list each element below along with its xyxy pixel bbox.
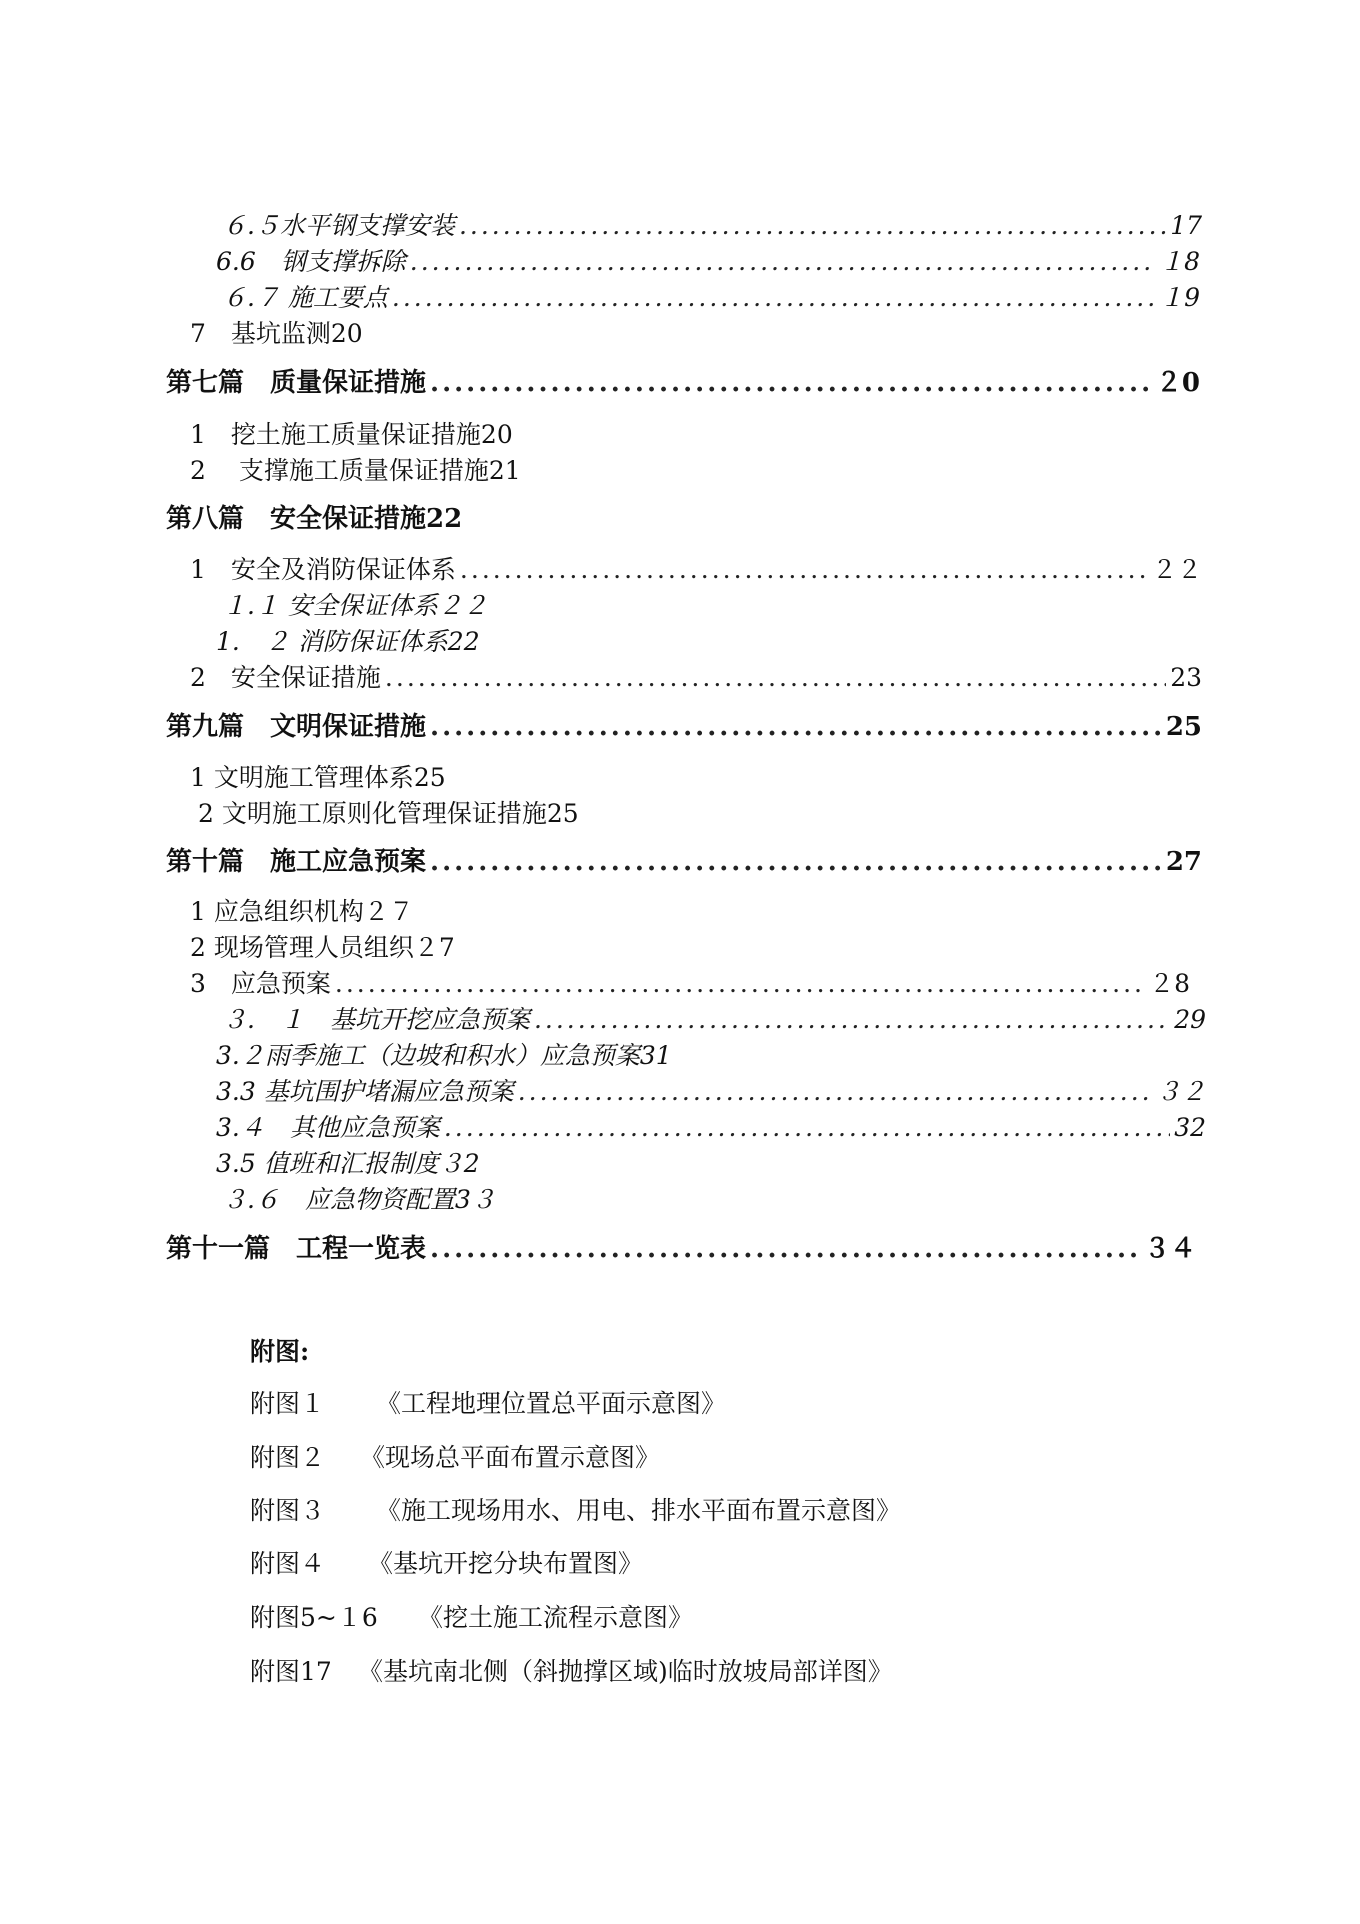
toc-part-11[interactable] (166, 1232, 1196, 1266)
toc-entry-label: 1 安全及消防保证体系 (190, 555, 456, 584)
toc-entry-label: 2 文明施工原则化管理保证措施25 (198, 799, 579, 828)
appendix-item[interactable] (250, 1598, 693, 1634)
toc-part-label: 第十一篇 工程一览表 (166, 1234, 427, 1264)
toc-entry-label: ６.７ 施工要点 (222, 283, 388, 312)
toc-entry-8-1-1[interactable] (222, 589, 488, 623)
toc-entry-6-6[interactable] (216, 245, 1200, 279)
toc-entry-10-2[interactable] (190, 931, 455, 965)
toc-entry-page: 23 (1170, 663, 1202, 692)
toc-leader (534, 1003, 1170, 1037)
toc-entry-8-2[interactable] (190, 661, 1202, 695)
toc-entry-label: 2 支撑施工质量保证措施21 (190, 456, 521, 485)
toc-leader (385, 661, 1166, 695)
appendix-number: 附图３ (250, 1496, 326, 1525)
toc-entry-label: ６.５水平钢支撑安装 (222, 211, 455, 240)
toc-leader (335, 967, 1145, 1001)
toc-entry-label: 3.２雨季施工（边坡和积水）应急预案31 (216, 1041, 672, 1070)
toc-entry-label: 3.４ 其他应急预案 (216, 1113, 440, 1142)
toc-part-9[interactable] (166, 710, 1202, 744)
toc-entry-10-3-1[interactable] (222, 1003, 1206, 1037)
toc-entry-label: 2 安全保证措施 (190, 663, 381, 692)
appendix-item[interactable] (250, 1652, 893, 1688)
toc-leader (430, 845, 1162, 879)
toc-entry-7-2[interactable] (190, 454, 521, 488)
toc-entry-label: ３. １ 基坑开挖应急预案 (222, 1005, 530, 1034)
toc-part-page: ２0 (1155, 368, 1200, 398)
appendix-item[interactable] (250, 1438, 660, 1474)
toc-entry-page: ２8 (1149, 969, 1190, 998)
toc-part-label: 第七篇 质量保证措施 (166, 368, 427, 398)
toc-part-page: ３４ (1143, 1234, 1196, 1264)
toc-entry-7-1[interactable] (190, 418, 513, 452)
appendix-number: 附图5~１6 (250, 1603, 378, 1632)
toc-part-label: 第九篇 文明保证措施 (166, 712, 427, 742)
toc-leader (518, 1075, 1152, 1109)
toc-entry-label: 7 基坑监测20 (190, 319, 363, 348)
toc-entry-9-1[interactable] (190, 761, 446, 795)
toc-entry-page: ３２ (1155, 1077, 1206, 1106)
appendix-item[interactable] (250, 1384, 726, 1420)
toc-leader (410, 245, 1155, 279)
appendix-item[interactable] (250, 1491, 901, 1527)
toc-entry-8-1[interactable] (190, 553, 1202, 587)
toc-entry-8-1-2[interactable] (216, 625, 480, 659)
toc-entry-10-1[interactable] (190, 895, 414, 929)
toc-entry-label: 3.3 基坑围护堵漏应急预案 (216, 1077, 514, 1106)
toc-part-label: 第八篇 安全保证措施22 (166, 504, 463, 534)
appendix-item[interactable] (250, 1544, 643, 1580)
appendix-name: 《挖土施工流程示意图》 (418, 1603, 694, 1632)
appendix-name: 《基坑开挖分块布置图》 (368, 1549, 644, 1578)
toc-part-7[interactable] (166, 366, 1200, 400)
appendix-number: 附图１ (250, 1389, 326, 1418)
toc-entry-7[interactable] (190, 317, 363, 351)
toc-leader (430, 710, 1162, 744)
appendix-number: 附图17 (250, 1657, 332, 1686)
toc-entry-label: 1. ２ 消防保证体系22 (216, 627, 480, 656)
toc-entry-page: １8 (1159, 247, 1200, 276)
toc-part-page: 27 (1165, 847, 1202, 877)
appendix-number: 附图２ (250, 1443, 326, 1472)
toc-entry-9-2[interactable] (198, 797, 579, 831)
toc-entry-label: 3 应急预案 (190, 969, 331, 998)
toc-entry-label: 1 挖土施工质量保证措施20 (190, 420, 513, 449)
toc-entry-label: 6.6 钢支撑拆除 (216, 247, 406, 276)
appendix-title: 附图: (250, 1337, 310, 1366)
toc-entry-10-3-3[interactable] (216, 1075, 1206, 1109)
toc-entry-page: 17 (1170, 211, 1202, 240)
toc-entry-label: 3.5 值班和汇报制度３2 (216, 1149, 480, 1178)
appendix-name: 《施工现场用水、用电、排水平面布置示意图》 (376, 1496, 902, 1525)
toc-entry-page: ２２ (1151, 555, 1202, 584)
appendix-name: 《工程地理位置总平面示意图》 (376, 1389, 727, 1418)
toc-entry-label: ３.６ 应急物资配置3３ (222, 1185, 496, 1214)
toc-part-10[interactable] (166, 845, 1202, 879)
toc-entry-label: 1 文明施工管理体系25 (190, 763, 446, 792)
appendix-name: 《现场总平面布置示意图》 (360, 1443, 661, 1472)
toc-entry-6-7[interactable] (222, 281, 1200, 315)
toc-leader (392, 281, 1155, 315)
toc-leader (444, 1111, 1170, 1145)
toc-entry-page: 32 (1174, 1113, 1206, 1142)
toc-entry-label: 2 现场管理人员组织２7 (190, 933, 455, 962)
toc-entry-6-5[interactable] (222, 209, 1202, 243)
toc-entry-page: 29 (1174, 1005, 1206, 1034)
toc-leader (430, 366, 1152, 400)
toc-entry-10-3-5[interactable] (216, 1147, 480, 1181)
toc-entry-10-3-4[interactable] (216, 1111, 1206, 1145)
toc-entry-10-3[interactable] (190, 967, 1190, 1001)
toc-leader (430, 1232, 1140, 1266)
toc-entry-label: 1 应急组织机构２７ (190, 897, 414, 926)
toc-part-label: 第十篇 施工应急预案 (166, 847, 427, 877)
toc-entry-10-3-6[interactable] (222, 1183, 496, 1217)
toc-entry-page: １9 (1159, 283, 1200, 312)
toc-leader (460, 553, 1148, 587)
appendix-number: 附图４ (250, 1549, 326, 1578)
toc-part-page: 25 (1165, 712, 1202, 742)
appendix-name: 《基坑南北侧（斜抛撑区域)临时放坡局部详图》 (358, 1657, 893, 1686)
toc-leader (459, 209, 1166, 243)
toc-part-8[interactable] (166, 502, 462, 536)
toc-entry-label: １.１ 安全保证体系２２ (222, 591, 488, 620)
toc-entry-10-3-2[interactable] (216, 1039, 672, 1073)
